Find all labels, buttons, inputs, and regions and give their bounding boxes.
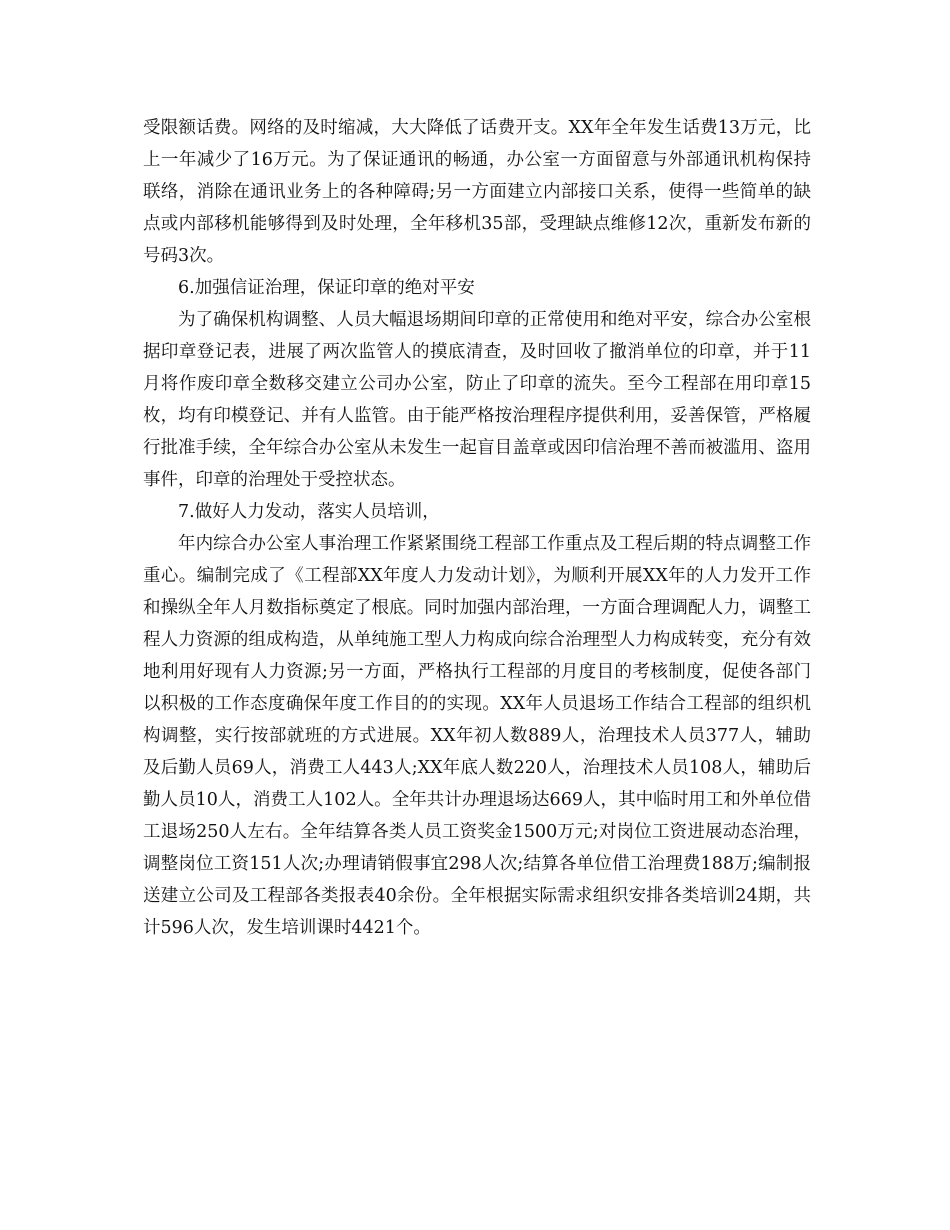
body-paragraph-staff-training: 年内综合办公室人事治理工作紧紧围绕工程部工作重点及工程后期的特点调整工作重心。编制完成了《工程部XX年度人力发动计划》，为顺利开展XX年的人力发开工作和操纵全年人月数指标奠定了根底。同时加强内部治理，一方面合理调配人力，调整工程人力资源的组成构造，从单纯施工型人力构成向综合治理型人力构成转变，充分有效地利用好现有人力资源;另一方面，严格执行工程部的月度目的考核制度，促使各部门以积极的工作态度确保年度工作目的的实现。XX年人员退场工作结合工程部的组织机构调整，实行按部就班的方式进展。XX年初人数889人，治理技术人员377人，辅助及后勤人员69人，消费工人443人;XX年底人数220人，治理技术人员108人，辅助后勤人员10人，消费工人102人。全年共计办理退场达669人，其中临时用工和外单位借工退场250人左右。全年结算各类人员工资奖金1500万元;对岗位工资进展动态治理，调整岗位工资151人次;办理请销假事宜298人次;结算各单位借工治理费188万;编制报送建立公司及工程部各类报表40余份。全年根据实际需求组织安排各类培训24期，共计596人次，发生培训课时4421个。 xyxy=(143,534,811,938)
section-heading-seal-management: 6.加强信证治理，保证印章的绝对平安 xyxy=(178,278,475,298)
section-heading-staff-training: 7.做好人力发动，落实人员培训， xyxy=(178,502,440,522)
document-page xyxy=(143,112,811,944)
body-paragraph-seal-management: 为了确保机构调整、人员大幅退场期间印章的正常使用和绝对平安，综合办公室根据印章登记表，进展了两次监管人的摸底清查，及时回收了撤消单位的印章，并于11月将作废印章全数移交建立公司办公室，防止了印章的流失。至今工程部在用印章15枚，均有印模登记、并有人监管。由于能严格按治理程序提供利用，妥善保管，严格履行批准手续，全年综合办公室从未发生一起盲目盖章或因印信治理不善而被滥用、盗用事件，印章的治理处于受控状态。 xyxy=(143,310,811,490)
body-paragraph-phone-costs: 受限额话费。网络的及时缩减，大大降低了话费开支。XX年全年发生话费13万元，比上一年减少了16万元。为了保证通讯的畅通，办公室一方面留意与外部通讯机构保持联络，消除在通讯业务上的各种障碍;另一方面建立内部接口关系，使得一些简单的缺点或内部移机能够得到及时处理，全年移机35部，受理缺点维修12次，重新发布新的号码3次。 xyxy=(143,118,811,266)
